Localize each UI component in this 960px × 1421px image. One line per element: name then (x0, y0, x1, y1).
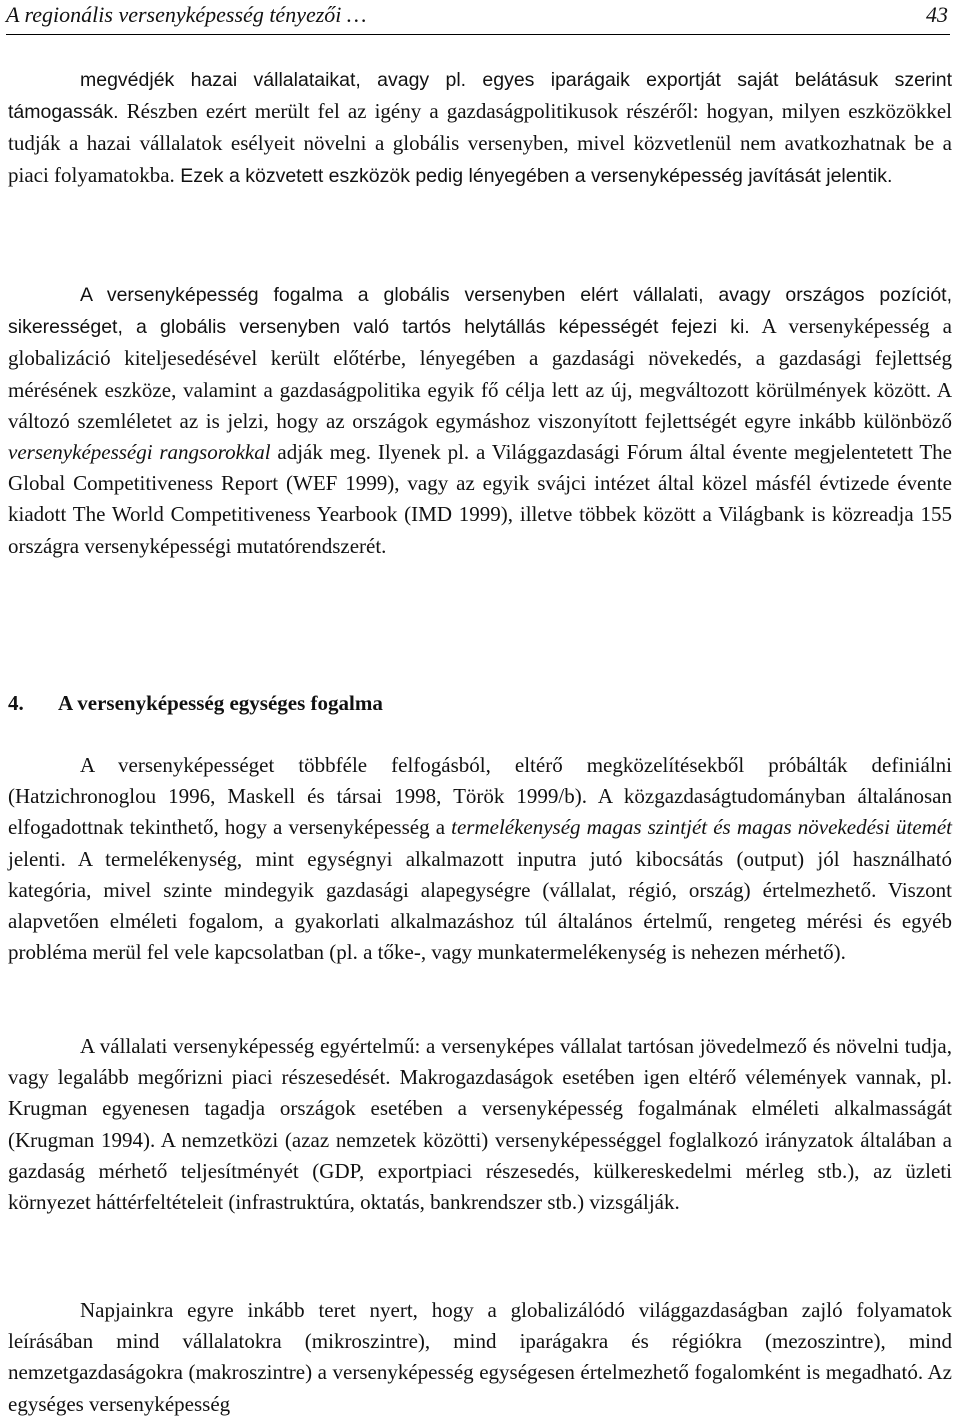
paragraph-2-italic: versenyképességi rangsorokkal (8, 440, 271, 465)
section-heading (8, 688, 383, 719)
paragraph-1-sans-text-2: Ezek a közvetett eszközök pedig lényegében a versenyképesség javítását jelentik. (174, 164, 893, 187)
paragraph-3 (8, 750, 952, 968)
paragraph-1-serif-text: Részben ezért merült fel az igény a gazdaságpolitikusok részéről: hogyan, milyen eszközökkel tudják a hazai vállalatok esélyeit növelni a globális versenyben, mivel közvetlenül nem avatkozhatnak be a piaci folyamatokba. (8, 99, 952, 187)
paragraph-4-text: A vállalati versenyképesség egyértelmű: a versenyképes vállalat tartósan jövedelmező és növelni tudja, vagy legalább megőrizni piaci részesedését. Makrogazdaságok esetében igen eltérő vélemények vannak, pl. Krugman egyenesen tagadja országok esetében a versenyképesség fogalmának elméleti alkalmasságát (Krugman 1994). A nemzetközi (azaz nemzetek közötti) versenyképességgel foglalkozó irányzatok általában a gazdaság mérhető teljesítményét (GDP, exportpiaci részesedés, külkereskedelmi mérleg stb.), az üzleti környezet háttérfeltételeit (infrastruktúra, oktatás, bankrendszer stb.) vizsgálják. (8, 1034, 952, 1215)
running-header (6, 0, 950, 35)
paragraph-1-sans-text: megvédjék hazai vállalataikat, avagy pl. egyes iparágaik exportját saját belátásuk szerint támogassák. (8, 69, 952, 124)
paragraph-3-italic: termelékenység magas szintjét és magas növekedési ütemét (451, 815, 952, 840)
paragraph-2 (8, 279, 952, 562)
page-number: 43 (926, 2, 948, 27)
paragraph-3-text-end: jelenti. A termelékenység, mint egységnyi alkalmazott inputra jutó kibocsátás (output) jól használható kategória, mivel szinte mindegyik gazdasági alapegységre (vállalat, régió, ország) értelmezhető. Viszont alapvetően elméleti fogalom, a gyakorlati alkalmazáshoz túl általános értelmű, rengeteg mérési és egyéb probléma merül fel vele kapcsolatban (pl. a tőke-, vagy munkatermelékenység is nehezen mérhető). (8, 846, 952, 965)
paragraph-2-text-end: adják meg. Ilyenek pl. a Világgazdasági Fórum által évente megjelentetett The Global Competitiveness Report (WEF 1999), vagy az egyik svájci intézet által közel másfél évtizede évente kiadott The World Competitiveness Yearbook (IMD 1999), illetve többek között a Világbank is közreadja 155 országra versenyképességi mutatórendszerét. (8, 440, 952, 558)
section-title: A versenyképesség egységes fogalma (58, 691, 383, 715)
paragraph-2-text: A versenyképesség a globalizáció kiteljesedésével került előtérbe, lényegében a gazdasági növekedés, a gazdasági fejlettség mérésének eszköze, valamint a gazdaságpolitika egyik fő célja lett az új, megváltozott körülmények között. A változó szemléletet az is jelzi, hogy az országok egymáshoz viszonyított fejlettségét egyre inkább különböző (8, 314, 952, 433)
paragraph-3-text: A versenyképességet többféle felfogásból, eltérő megközelítésekből próbálták definiálni (Hatzichronoglou 1996, Maskell és társai 1998, Török 1999/b). A közgazdaságtudományban általánosan elfogadottnak tekinthető, hogy a versenyképesség a (8, 753, 952, 840)
paragraph-5-text: Napjainkra egyre inkább teret nyert, hogy a globalizálódó világgazdaságban zajló folyamatok leírásában mind vállalatokra (mikroszintre), mind iparágakra és régiókra (mezoszintre), mind nemzetgazdaságokra (makroszintre) a versenyképesség egységesen értelmezhető fogalomként is megadható. Az egységes versenyképesség (8, 1298, 952, 1416)
paragraph-4 (8, 1031, 952, 1218)
paragraph-2-sans-text: A versenyképesség fogalma a globális versenyben elért vállalati, avagy országos pozíciót, sikerességet, a globális versenyben való tartós helytállás képességét fejezi ki. (8, 284, 952, 339)
section-number: 4. (8, 691, 24, 715)
paragraph-5 (8, 1295, 952, 1420)
running-header-title: A regionális versenyképesség tényezői … (6, 2, 367, 27)
paragraph-1 (8, 64, 952, 192)
